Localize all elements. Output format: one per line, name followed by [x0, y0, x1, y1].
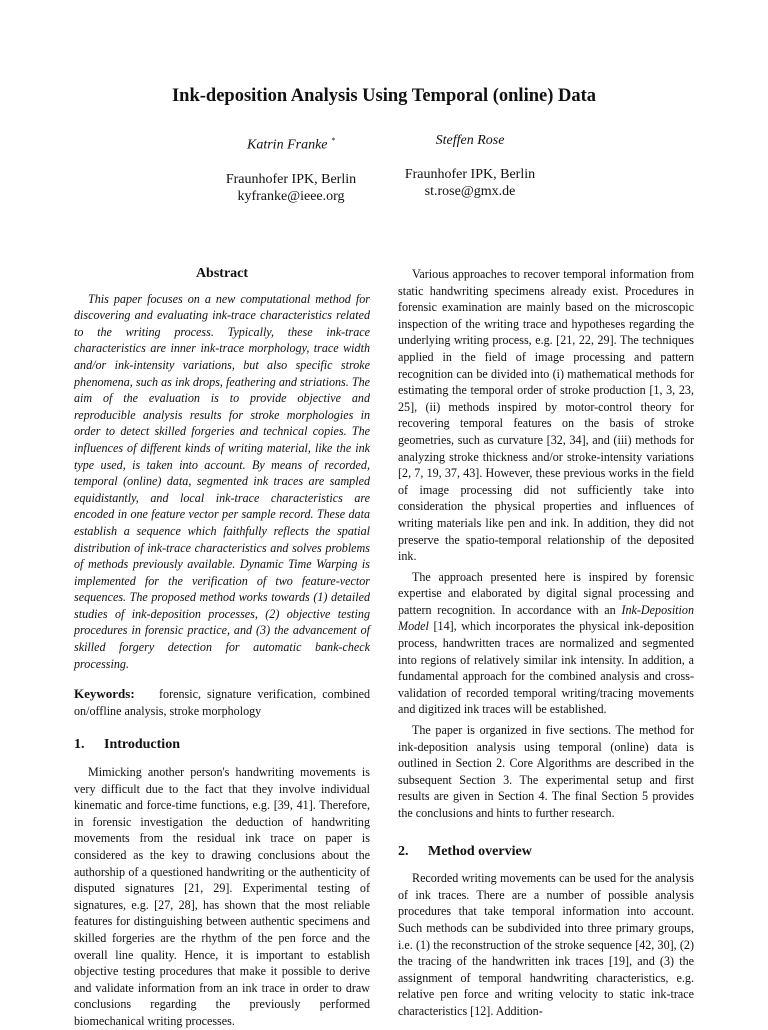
author-name: Katrin Franke: [247, 137, 328, 153]
paragraph: Recorded writing movements can be used for the analysis of ink traces. There are a number of possible analysis procedures that take temporal information into account. Such methods can be subdivided into three primary groups, i.e. (1) the reconstruction of the stroke sequence [42, 30], (2) the tracing of the handwritten ink traces [19], and (3) the assignment of temporal handwriting characteristics, e.g. relative pen force and writing velocity to static ink-trace characteristics [12]. Addition-: [398, 871, 694, 1018]
author-footnote-mark: *: [331, 136, 335, 145]
paper-title: Ink-deposition Analysis Using Temporal (online) Data: [171, 86, 597, 106]
section-title: Method overview: [428, 843, 532, 859]
keywords-label: Keywords:: [74, 686, 135, 702]
section-heading-introduction: [74, 737, 370, 754]
paragraph: Mimicking another person's handwriting movements is very difficult due to the fact that they involve individual kinematic and force-time functions, e.g. [39, 41]. Therefore, in forensic investigation the deduction of handwriting movements from the residual ink trace on paper is considered as the key to drawing conclusions about the authorship of a questioned handwriting or the authenticity of disputed signatures [21, 29]. Experimental testing of signatures, e.g. [27, 28], has shown that the most reliable features for distinguishing between authentic specimens and skilled forgeries are the rhythm of the pen force and the overall line quality. Hence, it is important to establish objective testing procedures that make it possible to derive and validate information from an ink trace in order to draw conclusions regarding the previously performed biomechanical writing processes.: [74, 765, 370, 1028]
section-title: Introduction: [104, 737, 180, 753]
abstract-text: This paper focuses on a new computational method for discovering and evaluating ink-trace characteristics related to the writing process. Typically, these ink-trace characteristics are inner ink-trace morphology, trace width and/or ink-intensity variations, but also specific stroke phenomena, such as ink drops, feathering and striations. The aim of the evaluation is to provide objective and reproducible analysis results for stroke morphologies in order to detect skilled forgeries and technical copies. The influences of different kinds of writing material, like the ink type used, is taken into account. By means of recorded, temporal (online) data, segmented ink traces are sampled equidistantly, and local ink-trace characteristics are encoded in one feature vector per sample record. These data establish a sequence which faithfully reflects the spatial distribution of ink-trace characteristics and solves problems of methods previously available. Dynamic Time Warping is implemented for the verification of two feature-vector sequences. The proposed method works towards (1) detailed studies of ink-deposition processes, (2) objective testing procedures in forensic practice, and (3) the advancement of skilled forgery detection for automatic bank-check processing.: [74, 291, 370, 671]
right-column: [398, 266, 694, 1020]
paragraph: The paper is organized in five sections. The method for ink-deposition analysis using temporal (online) data is outlined in Section 2. Core Algorithms are described in the subsequent Section 3. The experimental setup and first results are given in Section 4. The final Section 5 provides the conclusions and hints to further research.: [398, 723, 694, 820]
author-email: st.rose@gmx.de: [424, 184, 516, 199]
keywords-text: forensic, signature verification, combined on/offline analysis, stroke morphology: [74, 687, 371, 718]
author-affiliation: Fraunhofer IPK, Berlin: [404, 167, 536, 182]
author-email: kyfranke@ieee.org: [237, 188, 345, 204]
paragraph: The approach presented here is inspired by forensic expertise and elaborated by digital signal processing and pattern recognition. In accordance with an Ink-Deposition Model [14], which incorporates the physical ink-deposition process, handwritten traces are normalized and segmented into regions of relatively similar ink intensity. In addition, a fundamental approach for the combined analysis and cross-validation of recorded temporal writing/tracing movements and digitized ink traces will be established.: [398, 569, 694, 717]
section-number: 2.: [398, 843, 409, 859]
author-block: [186, 132, 396, 205]
paragraph: Various approaches to recover temporal information from static handwriting specimens already exist. Procedures in forensic examination are mainly based on the microscopic inspection of the writing trace and hypotheses regarding the underlying writing process, e.g. [21, 22, 29]. The techniques applied in the field of image processing and pattern recognition can be divided into (i) mathematical methods for estimating the temporal order of stroke production [1, 3, 23, 25], (ii) methods inspired by motor-control theory for recovering temporal features on the basis of stroke geometries, such as curvature [32, 34], and (iii) methods for analyzing stroke thickness and/or stroke-intensity variations [2, 7, 19, 37, 43]. However, these previous works in the field of image processing did not sufficiently take into consideration the physical properties and influences of writing materials like pen and ink. In addition, they did not preserve the spatio-temporal relationship of the deposited ink.: [398, 267, 694, 564]
section-heading-method-overview: [398, 844, 694, 861]
left-column: [74, 266, 370, 1030]
section-number: 1.: [74, 737, 85, 753]
abstract-heading: Abstract: [195, 266, 249, 281]
author-affiliation: Fraunhofer IPK, Berlin: [225, 171, 357, 187]
keywords: [74, 686, 370, 719]
author-name: Steffen Rose: [435, 133, 505, 148]
emphasis: Ink-Deposition Model: [398, 602, 694, 634]
author-block: [370, 132, 570, 200]
